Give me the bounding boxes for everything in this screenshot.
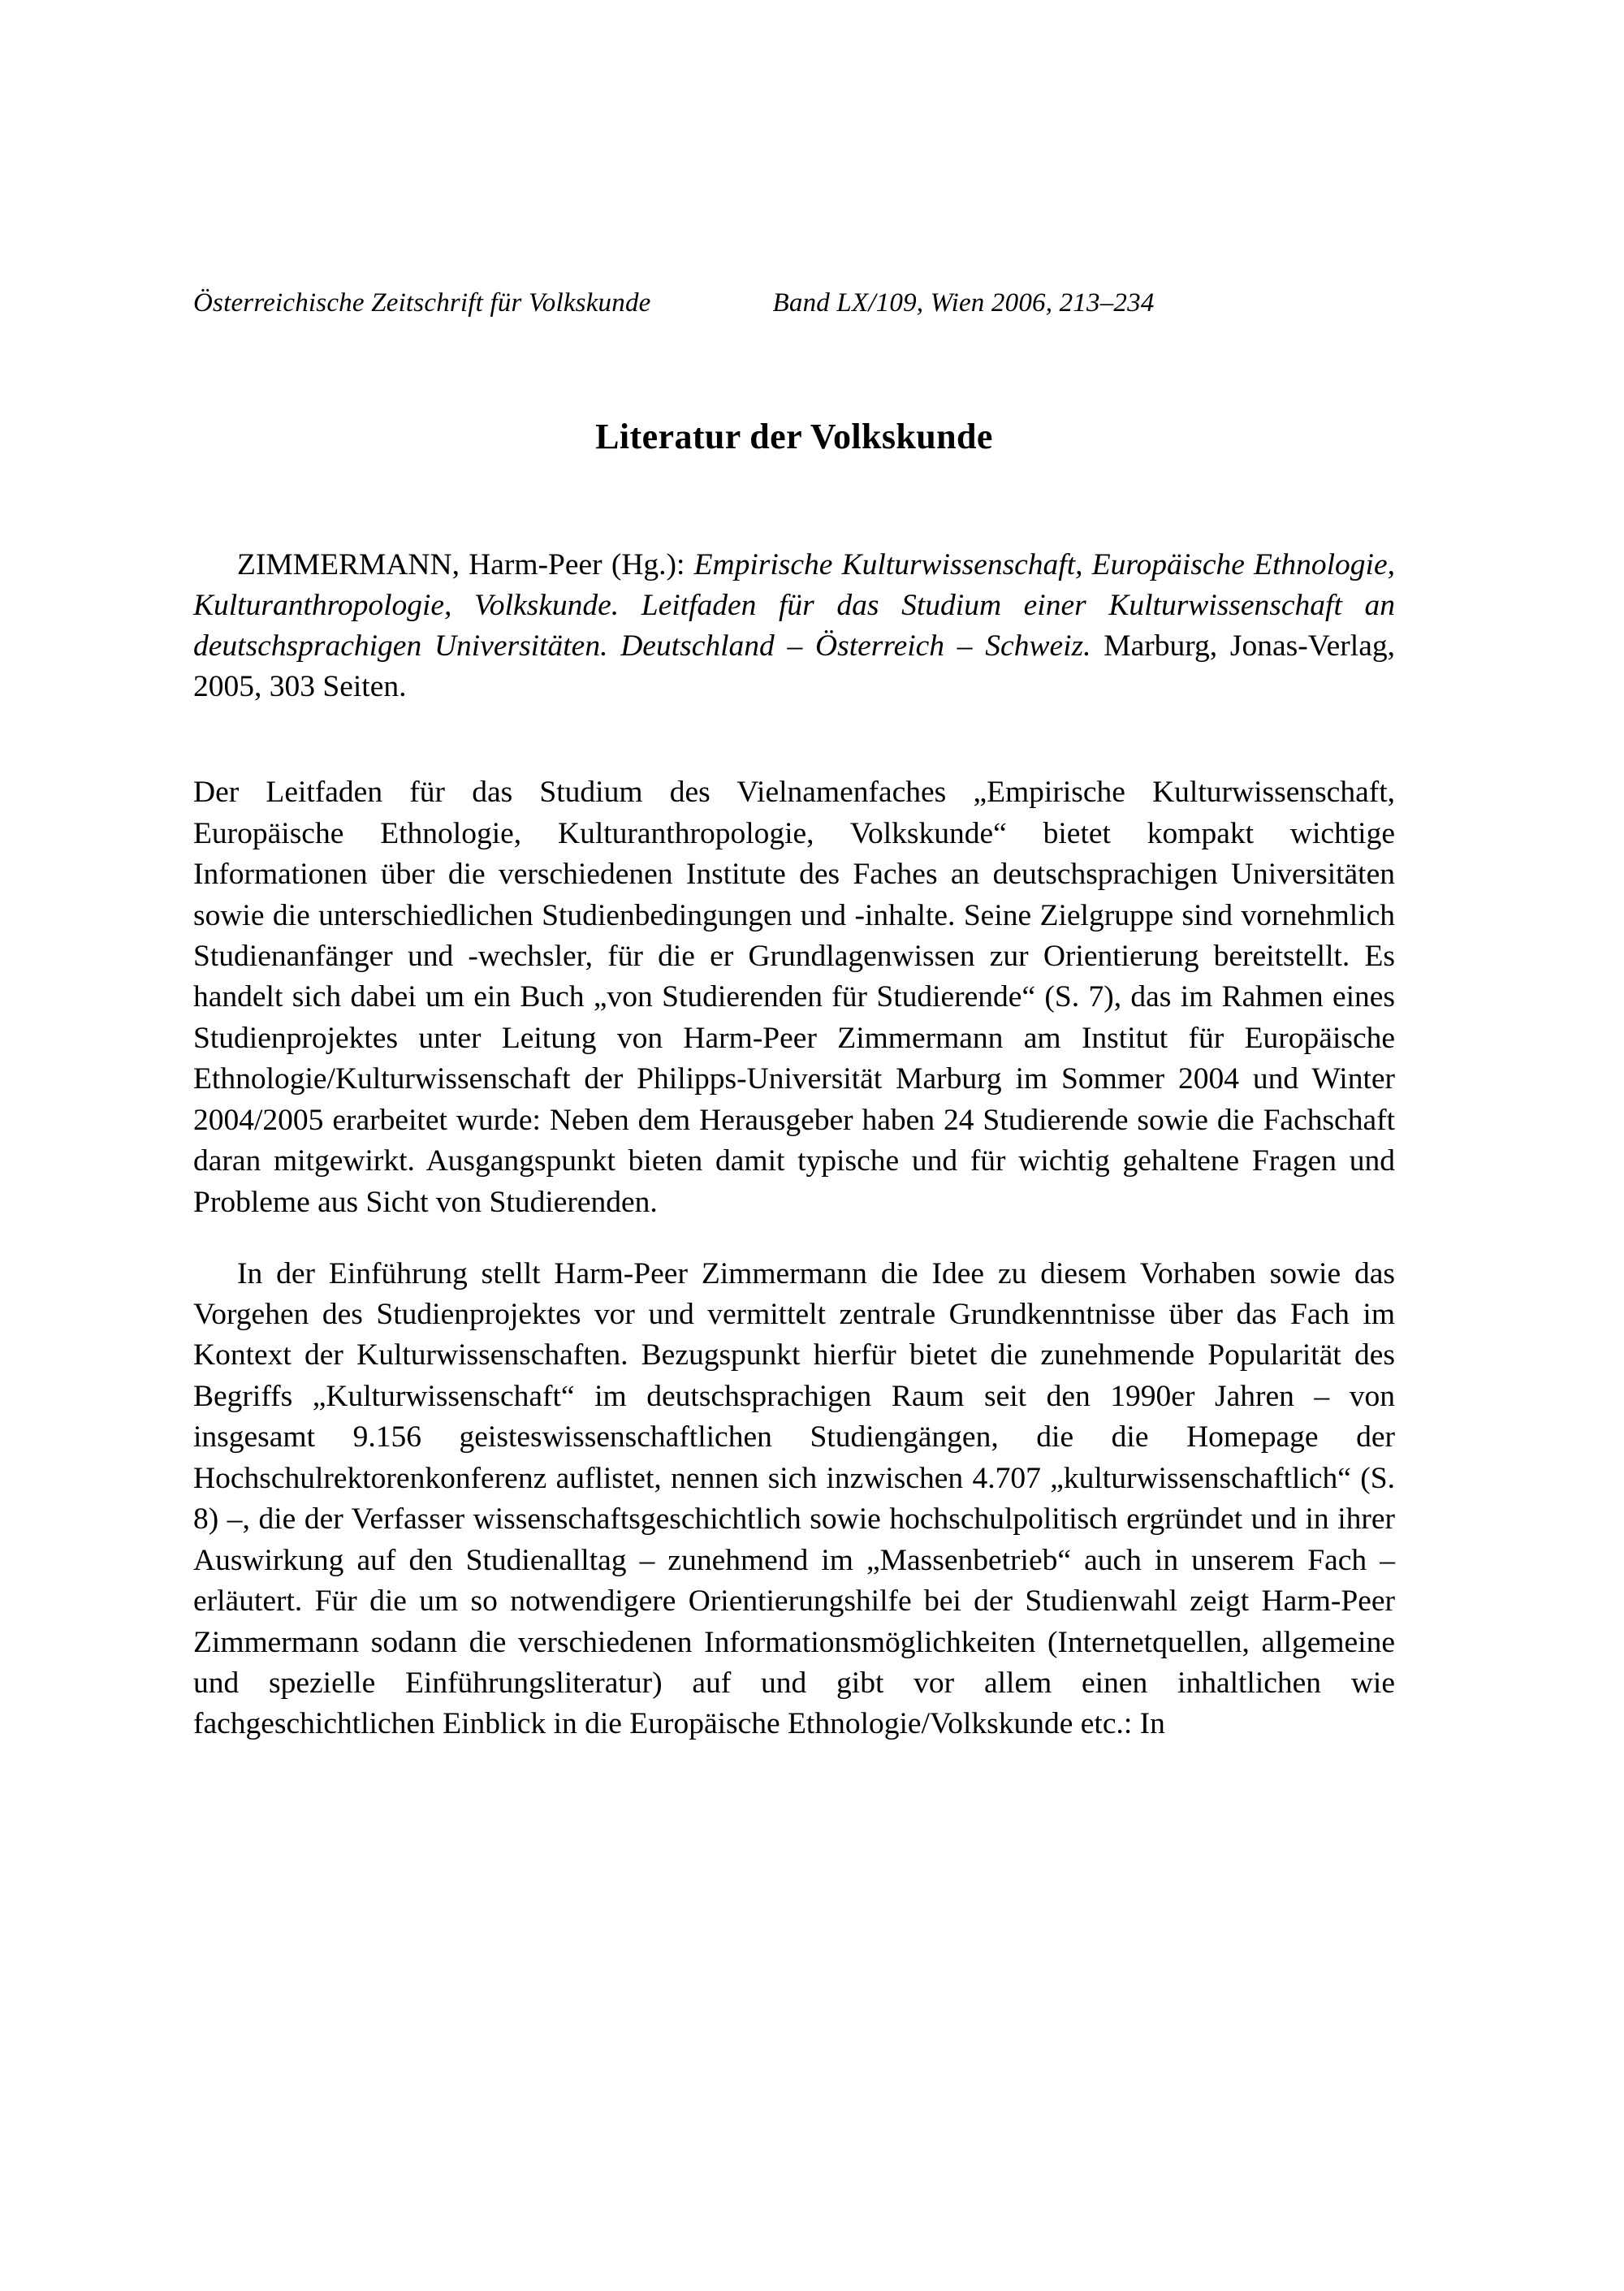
paragraph-text-2: In der Einführung stellt Harm-Peer Zimmermann die Idee zu diesem Vorhaben sowie das Vorgehen des Studienprojektes vor und vermittelt zentrale Grundkenntnisse über das Fach im Kontext der Kulturwissenschaften. Bezugspunkt hierfür bietet die zunehmende Popularität des Begriffs „Kulturwissenschaft“ im deutschsprachigen Raum seit den 1990er Jahren – von insgesamt 9.156 geisteswissenschaftlichen Studiengängen, die die Homepage der Hochschulrektorenkonferenz auflistet, nennen sich inzwischen 4.707 „kulturwissenschaftlich“ (S. 8) –, die der Verfasser wissenschaftsgeschichtlich sowie hochschulpolitisch ergründet und in ihrer Auswirkung auf den Studienalltag – zunehmend im „Massenbetrieb“ auch in unserem Fach – erläutert. Für die um so notwendigere Orientierungshilfe bei der Studienwahl zeigt Harm-Peer Zimmermann sodann die verschiedenen Informationsmöglichkeiten (Internetquellen, allgemeine und spezielle Einführungsliteratur) auf und gibt vor allem einen inhaltlichen wie fachgeschichtlichen Einblick in die Europäische Ethnologie/Volkskunde etc.: In bbox=[193, 1256, 1395, 1741]
page-title: Literatur der Volkskunde bbox=[595, 417, 993, 456]
journal-title: Österreichische Zeitschrift für Volkskunde bbox=[193, 288, 651, 318]
issue-info: Band LX/109, Wien 2006, 213–234 bbox=[772, 288, 1155, 318]
body-paragraph-2 bbox=[193, 1254, 1395, 1745]
page-content bbox=[193, 288, 1395, 1775]
biblio-title: Empirische Kulturwissenschaft, Europäische Ethnologie, Kulturanthropologie, Volkskunde. Leitfaden für das Studium einer Kulturwissenschaft an deutschsprachigen Universitäten. Deutschland – Österreich – Schweiz. bbox=[193, 548, 1395, 664]
body-paragraph-1 bbox=[193, 772, 1395, 1223]
bibliographic-entry bbox=[193, 545, 1395, 707]
running-head bbox=[193, 288, 1395, 318]
biblio-author: ZIMMERMANN, Harm-Peer (Hg.): bbox=[237, 548, 694, 581]
biblio-imprint: Marburg, Jonas-Verlag, 2005, 303 Seiten. bbox=[193, 629, 1395, 704]
paragraph-text-1: Der Leitfaden für das Studium des Vielnamenfaches „Empirische Kulturwissenschaft, Europäische Ethnologie, Kulturanthropologie, Volkskunde“ bietet kompakt wichtige Informationen über die verschiedenen Institute des Faches an deutschsprachigen Universitäten sowie die unterschiedlichen Studienbedingungen und -inhalte. Seine Zielgruppe sind vornehmlich Studienanfänger und -wechsler, für die er Grundlagenwissen zur Orientierung bereitstellt. Es handelt sich dabei um ein Buch „von Studierenden für Studierende“ (S. 7), das im Rahmen eines Studienprojektes unter Leitung von Harm-Peer Zimmermann am Institut für Europäische Ethnologie/Kulturwissenschaft der Philipps-Universität Marburg im Sommer 2004 und Winter 2004/2005 erarbeitet wurde: Neben dem Herausgeber haben 24 Studierende sowie die Fachschaft daran mitgewirkt. Ausgangspunkt bieten damit typische und für wichtig gehaltene Fragen und Probleme aus Sicht von Studierenden. bbox=[193, 776, 1395, 1219]
